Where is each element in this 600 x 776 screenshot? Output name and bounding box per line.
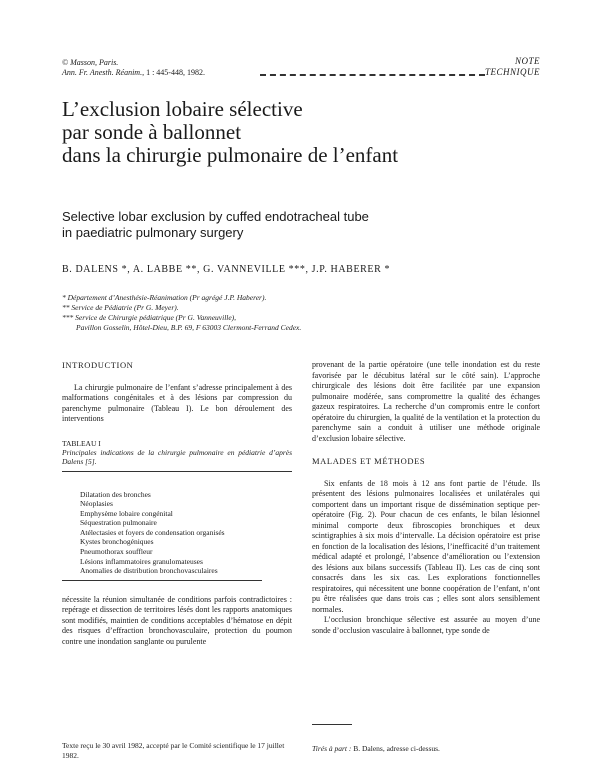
list-item: Kystes bronchogéniques	[80, 537, 154, 547]
footnote-text: B. Dalens, adresse ci-dessus.	[351, 744, 440, 753]
journal-reference	[62, 68, 205, 78]
methods-paragraph-1: Six enfants de 18 mois à 12 ans font partie de l’étude. Ils présentent des lésions pulmonaires localisées et unilatérales qui comportent dans un important risque de dissémination septique per-opératoire (Fig. 2). Pour chacun de ces enfants, le bilan lésionnel minimal comporte deux fibroscopies bronchiques et deux scintigraphies à six mois d’intervalle. La décision opératoire est prise en fonction de la localisation des lésions, l’inefficacité d’un traitement médical adapté et prolongé, l’absence d’amélioration ou l’extension des lésions aux bilans successifs (Tableau II). Les cas de cinq sont consacrés dans les six cas. Les explorations fonctionnelles respiratoires, qui nécessitent une bonne coopération de l’enfant, n’ont pu être réalisées que dans trois cas ; elles sont alors sensiblement normales.	[312, 478, 540, 614]
methods-heading: MALADES ET MÉTHODES	[312, 456, 426, 466]
journal-citation	[62, 58, 205, 78]
list-item: Dilatation des bronches	[80, 489, 151, 499]
affiliation-1: * Département d’Anesthésie-Réanimation (Pr agrégé J.P. Haberer).	[62, 293, 267, 302]
table-bottom-rule	[62, 580, 262, 581]
article-title-french	[62, 98, 542, 167]
methods-paragraph-2: L’occlusion bronchique sélective est assurée au moyen d’une sonde d’occlusion vasculaire à ballonnet, type sonde de	[312, 615, 540, 635]
reprint-footnote	[312, 744, 540, 754]
introduction-paragraph-1: La chirurgie pulmonaire de l’enfant s’adresse principalement à des malformations congénitales et à des lésions par compression du parenchyme pulmonaire (Tableau I). Le bon déroulement des interventions	[62, 382, 292, 423]
title-fr-line-2: par sonde à ballonnet	[62, 120, 242, 144]
introduction-heading: INTRODUCTION	[62, 360, 134, 370]
affiliation-4: Pavillon Gosselin, Hôtel-Dieu, B.P. 69, F 63003 Clermont-Ferrand Cedex.	[76, 323, 302, 332]
affiliation-2: ** Service de Pédiatrie (Pr G. Meyer).	[62, 303, 179, 312]
section-tag	[485, 56, 540, 78]
header-dashed-rule	[260, 74, 485, 76]
article-title-english	[62, 209, 542, 241]
footnote-label: Tirés à part :	[312, 744, 352, 753]
list-item: Séquestration pulmonaire	[80, 518, 157, 528]
list-item: Emphysème lobaire congénital	[80, 508, 173, 518]
list-item: Lésions inflammatoires granulomateuses	[80, 556, 203, 566]
affiliation-3: *** Service de Chirurgie pédiatrique (Pr G. Vanneuville),	[62, 313, 237, 322]
left-column	[62, 360, 292, 647]
section-tag-line-1: NOTE	[514, 56, 540, 66]
indication-list	[80, 490, 292, 576]
list-item: Anomalies de distribution bronchovasculaires	[80, 566, 218, 576]
title-fr-line-3: dans la chirurgie pulmonaire de l’enfant	[62, 143, 399, 167]
list-item: Pneumothorax souffleur	[80, 547, 153, 557]
title-en-line-1: Selective lobar exclusion by cuffed endotracheal tube	[62, 209, 369, 224]
table-title: TABLEAU I	[62, 438, 101, 448]
author-list: B. DALENS *, A. LABBE **, G. VANNEVILLE ***, J.P. HABERER *	[62, 264, 391, 275]
section-tag-line-2: TECHNIQUE	[484, 67, 540, 77]
journal-volume: , 1 : 445-448, 1982.	[142, 68, 205, 77]
journal-name: Ann. Fr. Anesth. Réanim.	[62, 68, 143, 77]
list-item: Néoplasies	[80, 499, 113, 509]
affiliations	[62, 293, 462, 333]
table-top-rule	[62, 471, 292, 472]
introduction-paragraph-2: nécessite la réunion simultanée de conditions parfois contradictoires : repérage et dissection de territoires lésés dont les rapports anatomiques sont modifiés, maintien de conditions acceptables d’hématose en dépit des risques d’effraction bronchovasculaire, protection du poumon contre une inondation sanglante ou purulente	[62, 594, 292, 646]
introduction-continuation: provenant de la partie opératoire (une telle inondation est du reste favorisée par le décubitus latéral sur le côté sain). L’approche chirurgicale des lésions doit être facilitée par une expansion pulmonaire modérée, sans compromettre la qualité des échanges gazeux respiratoires. La recherche d’un compromis entre le confort opératoire du chirurgien, la qualité de la ventilation et la protection du parenchyme sain a conduit à utiliser une méthode originale d’exclusion lobaire sélective.	[312, 360, 540, 443]
received-note: Texte reçu le 30 avril 1982, accepté par le Comité scientifique le 17 juillet 1982.	[62, 741, 285, 760]
title-fr-line-1: L’exclusion lobaire sélective	[62, 97, 303, 121]
right-column	[312, 360, 540, 636]
title-en-line-2: in paediatric pulmonary surgery	[62, 225, 244, 240]
list-item: Atélectasies et foyers de condensation organisés	[80, 527, 225, 537]
footnote-rule	[312, 724, 352, 725]
journal-publisher: © Masson, Paris.	[62, 58, 119, 67]
table-caption: Principales indications de la chirurgie pulmonaire en pédiatrie d’après Dalens [5].	[62, 447, 292, 466]
